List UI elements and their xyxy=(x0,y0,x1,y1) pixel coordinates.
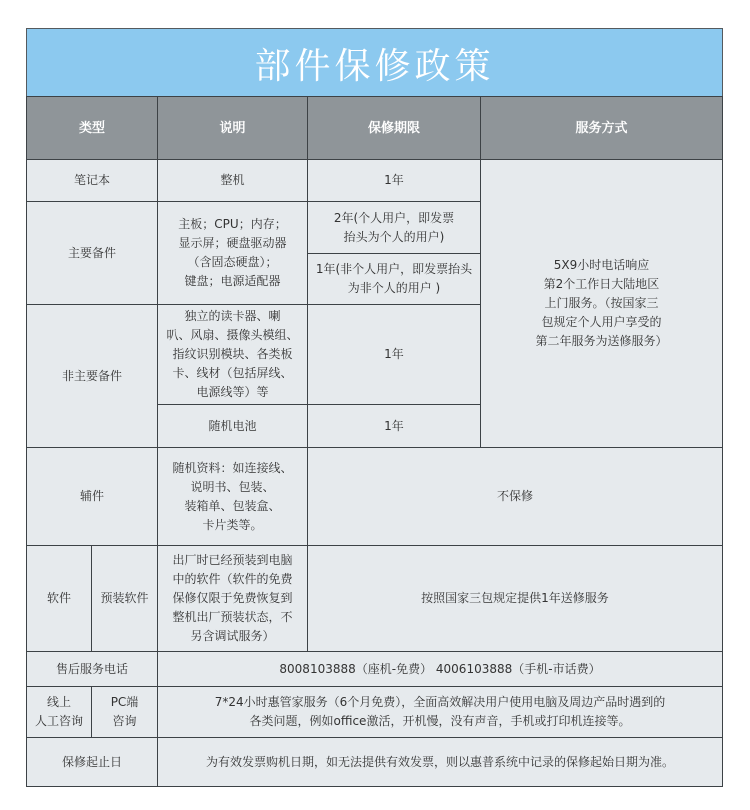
minor-parts-type: 非主要备件 xyxy=(26,304,158,448)
accessories-description: 随机资料：如连接线、 说明书、包装、 装箱单、包装盒、 卡片类等。 xyxy=(157,447,308,546)
accessories-type: 辅件 xyxy=(26,447,158,546)
service-method: 5X9小时电话响应 第2个工作日大陆地区 上门服务。（按国家三 包规定个人用户享受的 第二年服务为送修服务） xyxy=(480,159,723,448)
hotline-label: 售后服务电话 xyxy=(26,651,158,687)
accessories-policy: 不保修 xyxy=(307,447,723,546)
header-description: 说明 xyxy=(157,96,308,160)
page-title: 部件保修政策 xyxy=(26,28,723,97)
online-sublabel: PC端 咨询 xyxy=(91,686,158,738)
header-type: 类型 xyxy=(26,96,158,160)
main-parts-type: 主要备件 xyxy=(26,201,158,305)
start-date-value: 为有效发票购机日期，如无法提供有效发票，则以惠普系统中记录的保修起始日期为准。 xyxy=(157,737,723,787)
main-parts-period-personal: 2年(个人用户，即发票 抬头为个人的用户) xyxy=(307,201,481,254)
software-subtype: 预装软件 xyxy=(91,545,158,652)
start-date-label: 保修起止日 xyxy=(26,737,158,787)
notebook-type: 笔记本 xyxy=(26,159,158,202)
online-value: 7*24小时惠管家服务（6个月免费），全面高效解决用户使用电脑及周边产品时遇到的 各类问题，例如office激活，开机慢，没有声音，手机或打印机连接等。 xyxy=(157,686,723,738)
notebook-description: 整机 xyxy=(157,159,308,202)
hotline-value: 8008103888（座机-免费） 4006103888（手机-市话费） xyxy=(157,651,723,687)
notebook-period: 1年 xyxy=(307,159,481,202)
minor-parts-period: 1年 xyxy=(307,304,481,405)
software-policy: 按照国家三包规定提供1年送修服务 xyxy=(307,545,723,652)
battery-period: 1年 xyxy=(307,404,481,448)
header-service: 服务方式 xyxy=(480,96,723,160)
main-parts-period-nonpersonal: 1年(非个人用户，即发票抬头 为非个人的用户 ) xyxy=(307,253,481,305)
software-description: 出厂时已经预装到电脑 中的软件（软件的免费 保修仅限于免费恢复到 整机出厂预装状态，不 另含调试服务） xyxy=(157,545,308,652)
main-parts-description: 主板；CPU；内存； 显示屏；硬盘驱动器 （含固态硬盘）； 键盘；电源适配器 xyxy=(157,201,308,305)
software-type: 软件 xyxy=(26,545,92,652)
battery-description: 随机电池 xyxy=(157,404,308,448)
online-label: 线上 人工咨询 xyxy=(26,686,92,738)
minor-parts-description: 独立的读卡器、喇 叭、风扇、摄像头模组、 指纹识别模块、各类板 卡、线材（包括屏线、 电源线等）等 xyxy=(157,304,308,405)
header-period: 保修期限 xyxy=(307,96,481,160)
